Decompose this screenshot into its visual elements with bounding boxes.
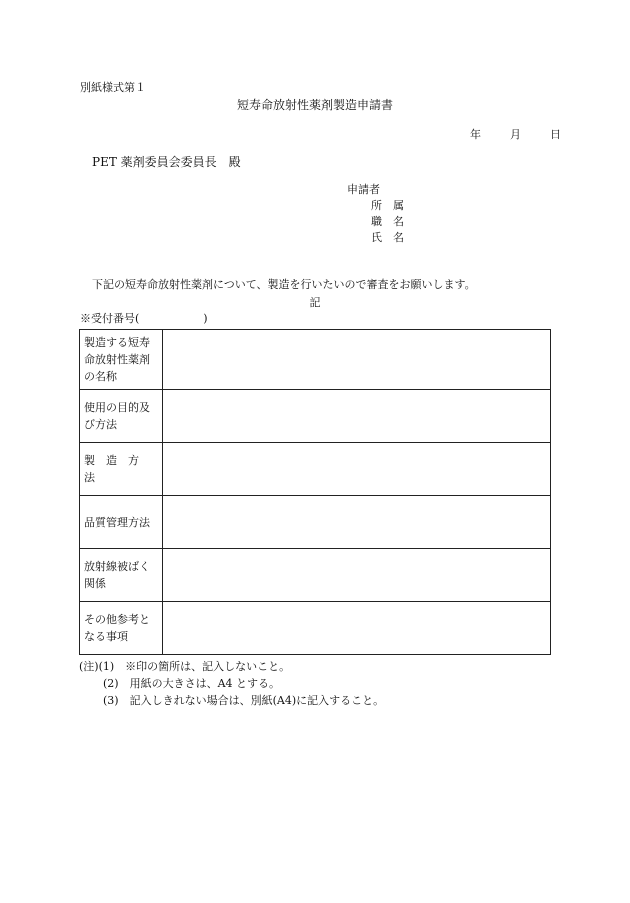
receipt-prefix: ※受付番号( xyxy=(80,312,140,325)
row-value-field[interactable] xyxy=(163,549,551,602)
table-row xyxy=(80,390,551,443)
note-2: (2) 用紙の大きさは、A4 とする。 xyxy=(103,677,281,690)
row-label: 品質管理方法 xyxy=(80,496,163,549)
request-statement: 下記の短寿命放射性薬剤について、製造を行いたいので審査をお願いします。 xyxy=(92,278,476,291)
addressee: PET 薬剤委員会委員長 殿 xyxy=(92,155,241,169)
row-label: 放射線被ばく関係 xyxy=(80,549,163,602)
row-label: 製造する短寿命放射性薬剤の名称 xyxy=(80,330,163,390)
applicant-name: 氏 名 xyxy=(371,231,404,244)
document-title: 短寿命放射性薬剤製造申請書 xyxy=(236,98,393,112)
date-day: 日 xyxy=(550,128,561,141)
table-row xyxy=(80,602,551,655)
row-value-field[interactable] xyxy=(163,602,551,655)
receipt-suffix: ) xyxy=(203,312,208,325)
table-row xyxy=(80,330,551,390)
date-month: 月 xyxy=(510,128,521,141)
receipt-number xyxy=(80,310,208,326)
row-value-field[interactable] xyxy=(163,390,551,443)
application-table xyxy=(79,329,551,655)
table-row xyxy=(80,496,551,549)
row-value-field[interactable] xyxy=(163,330,551,390)
form-number: 別紙様式第１ xyxy=(80,81,146,94)
row-value-field[interactable] xyxy=(163,496,551,549)
note-3: (3) 記入しきれない場合は、別紙(A4)に記入すること。 xyxy=(103,694,385,707)
applicant-position: 職 名 xyxy=(371,215,404,228)
row-label: 製 造 方 法 xyxy=(80,443,163,496)
applicant-label: 申請者 xyxy=(347,183,380,196)
table-row xyxy=(80,549,551,602)
row-value-field[interactable] xyxy=(163,443,551,496)
table-row xyxy=(80,443,551,496)
date-year: 年 xyxy=(470,128,481,141)
row-label: その他参考となる事項 xyxy=(80,602,163,655)
row-label: 使用の目的及び方法 xyxy=(80,390,163,443)
date-line xyxy=(470,126,561,142)
note-1: (注)(1) ※印の箇所は、記入しないこと。 xyxy=(79,660,291,673)
notes-block xyxy=(79,658,384,709)
ki-marker: 記 xyxy=(309,296,321,309)
applicant-affiliation: 所 属 xyxy=(371,199,404,212)
applicant-block xyxy=(347,182,404,246)
